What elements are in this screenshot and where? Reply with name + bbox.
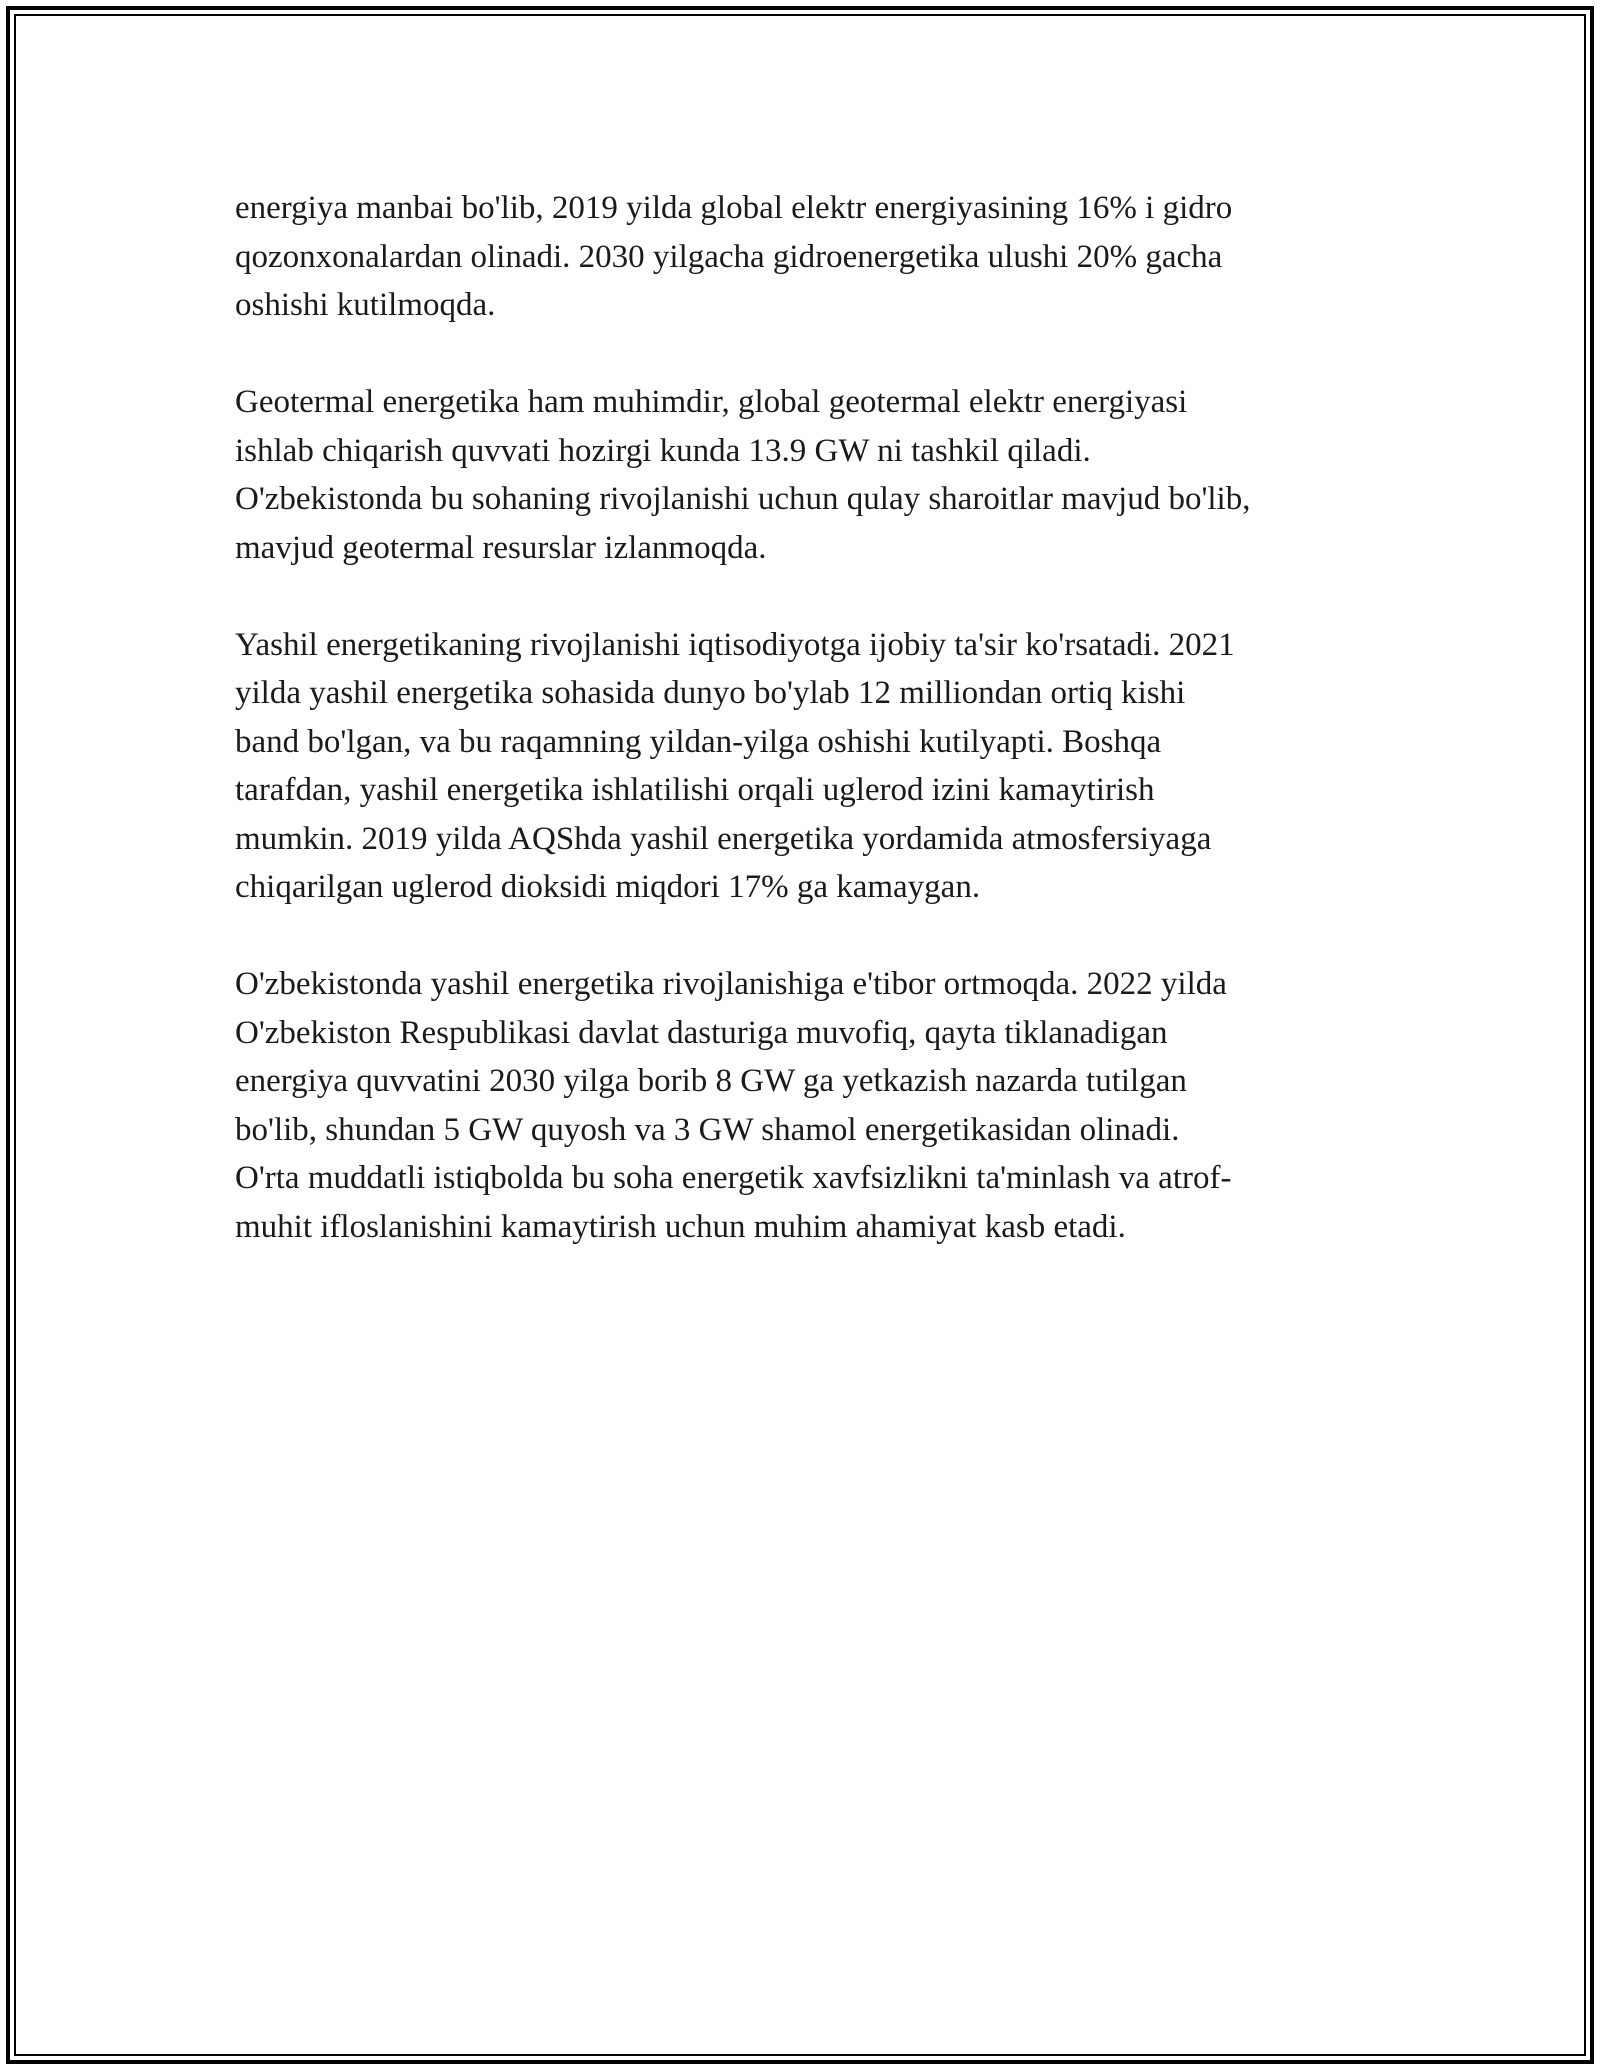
paragraph-geothermal bbox=[235, 378, 1375, 572]
paragraph-hydro bbox=[235, 184, 1375, 330]
text-line: bo'lib, shundan 5 GW quyosh va 3 GW shamol energetikasidan olinadi. bbox=[235, 1111, 1180, 1148]
text-line: yilda yashil energetika sohasida dunyo bo'ylab 12 milliondan ortiq kishi bbox=[235, 675, 1186, 711]
text-line: Geotermal energetika ham muhimdir, global geotermal elektr energiyasi bbox=[235, 384, 1188, 420]
text-line: oshishi kutilmoqda. bbox=[235, 287, 496, 323]
text-line: O'zbekiston Respublikasi davlat dasturiga muvofiq, qayta tiklanadigan bbox=[235, 1014, 1168, 1051]
text-line: O'zbekistonda yashil energetika rivojlanishiga e'tibor ortmoqda. 2022 yilda bbox=[235, 966, 1227, 1002]
document-body bbox=[235, 184, 1375, 1300]
text-line: band bo'lgan, va bu raqamning yildan-yilga oshishi kutilyapti. Boshqa bbox=[235, 723, 1162, 760]
text-line: O'zbekistonda bu sohaning rivojlanishi uchun qulay sharoitlar mavjud bo'lib, bbox=[235, 481, 1251, 517]
text-line: ishlab chiqarish quvvati hozirgi kunda 13.9 GW ni tashkil qiladi. bbox=[235, 432, 1091, 469]
text-line: O'rta muddatli istiqbolda bu soha energetik xavfsizlikni ta'minlash va atrof- bbox=[235, 1160, 1232, 1196]
text-line: chiqarilgan uglerod dioksidi miqdori 17% ga kamaygan. bbox=[235, 869, 981, 905]
text-line: mavjud geotermal resurslar izlanmoqda. bbox=[235, 529, 767, 566]
text-line: energiya quvvatini 2030 yilga borib 8 GW ga yetkazish nazarda tutilgan bbox=[235, 1063, 1187, 1099]
text-line: tarafdan, yashil energetika ishlatilishi orqali uglerod izini kamaytirish bbox=[235, 772, 1155, 808]
text-line: muhit ifloslanishini kamaytirish uchun muhim ahamiyat kasb etadi. bbox=[235, 1208, 1126, 1245]
text-line: Yashil energetikaning rivojlanishi iqtisodiyotga ijobiy ta'sir ko'rsatadi. 2021 bbox=[235, 626, 1235, 663]
paragraph-uzbekistan bbox=[235, 960, 1375, 1251]
paragraph-economy bbox=[235, 621, 1375, 912]
text-line: mumkin. 2019 yilda AQShda yashil energetika yordamida atmosfersiyaga bbox=[235, 820, 1212, 857]
text-line: qozonxonalardan olinadi. 2030 yilgacha gidroenergetika ulushi 20% gacha bbox=[235, 238, 1223, 275]
text-line: energiya manbai bo'lib, 2019 yilda global elektr energiyasining 16% i gidro bbox=[235, 190, 1233, 226]
